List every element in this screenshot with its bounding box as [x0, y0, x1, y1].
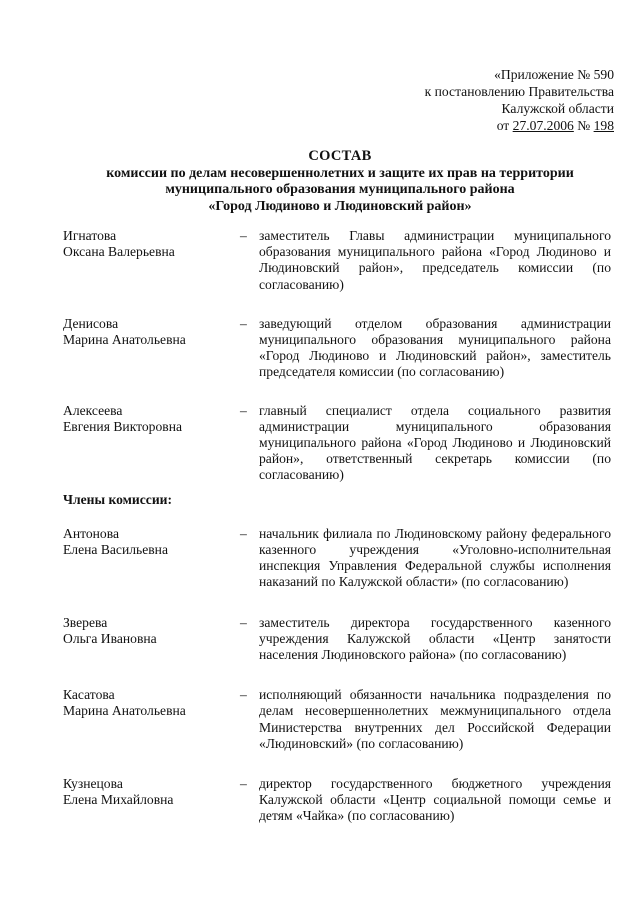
title-line-3: «Город Людиново и Людиновский район» — [208, 198, 472, 214]
list-item — [63, 776, 611, 825]
person-role: заведующий отделом образования администрации муниципального образования муниципального района «Город Людиново и Людиновский район», заместитель председателя комиссии (по согласованию) — [259, 315, 611, 380]
appendix-line-3: Калужской области — [501, 101, 614, 116]
person-surname: Кузнецова — [63, 776, 123, 792]
commission-list — [63, 228, 611, 825]
dash-separator: – — [240, 402, 247, 418]
person-role: заместитель Главы администрации муниципального образования муниципального района «Город Людиново и Людиновский район», председатель комиссии (по согласованию) — [259, 228, 611, 292]
person-name — [63, 776, 235, 825]
person-name — [63, 526, 235, 591]
appendix-date: 27.07.2006 — [512, 118, 574, 133]
person-surname: Алексеева — [63, 402, 123, 418]
appendix-number: 198 — [593, 118, 614, 133]
person-given-names: Оксана Валерьевна — [63, 244, 175, 260]
person-given-names: Евгения Викторовна — [63, 418, 182, 434]
appendix-line-1: «Приложение № 590 — [494, 67, 614, 82]
person-surname: Денисова — [63, 315, 119, 331]
title-line-2: муниципального образования муниципального района — [165, 182, 515, 197]
title-heading: СОСТАВ — [308, 148, 372, 164]
list-item — [63, 687, 611, 752]
person-name — [63, 687, 235, 752]
appendix-line-4 — [425, 117, 614, 134]
person-name — [63, 403, 235, 484]
person-surname: Игнатова — [63, 228, 117, 243]
list-item — [63, 403, 611, 484]
dash-separator: – — [240, 525, 247, 541]
person-surname: Антонова — [63, 525, 119, 541]
appendix-date-prefix: от — [496, 118, 513, 133]
person-name — [63, 228, 235, 293]
dash-separator: – — [240, 776, 247, 792]
person-role: главный специалист отдела социального развития администрации муниципального образования муниципального района «Город Людиново и Людиновский район», ответственный секретарь комиссии (по согласованию) — [259, 402, 611, 483]
dash-separator: – — [240, 315, 247, 331]
person-role: начальник филиала по Людиновскому району федерального казенного учреждения «Уголовно-исполнительная инспекция Управления Федеральной службы исполнения наказаний по Калужской области» (по согласованию) — [259, 525, 611, 590]
document-title — [60, 148, 620, 215]
members-heading: Члены комиссии: — [63, 491, 173, 507]
title-line-1: комиссии по делам несовершеннолетних и защите их прав на территории — [106, 165, 574, 181]
appendix-number-sign: № — [573, 118, 594, 133]
list-item — [63, 526, 611, 591]
person-surname: Зверева — [63, 614, 108, 630]
person-surname: Касатова — [63, 687, 115, 703]
list-item — [63, 316, 611, 381]
person-name — [63, 316, 235, 381]
person-role: исполняющий обязанности начальника подразделения по делам несовершеннолетних межмуниципального отдела Министерства внутренних дел Российской Федерации «Людиновский» (по согласованию) — [259, 687, 611, 751]
appendix-block — [425, 66, 614, 134]
dash-separator: – — [240, 228, 247, 243]
person-given-names: Марина Анатольевна — [63, 332, 186, 348]
person-given-names: Марина Анатольевна — [63, 703, 186, 719]
person-role: заместитель директора государственного казенного учреждения Калужской области «Центр занятости населения Людиновского района» (по согласованию) — [259, 614, 611, 663]
list-item — [63, 615, 611, 664]
dash-separator: – — [240, 687, 247, 703]
person-given-names: Елена Васильевна — [63, 542, 168, 558]
person-role: директор государственного бюджетного учреждения Калужской области «Центр социальной помощи семье и детям «Чайка» (по согласованию) — [259, 776, 611, 824]
person-given-names: Ольга Ивановна — [63, 630, 157, 646]
list-item — [63, 228, 611, 293]
person-name — [63, 615, 235, 664]
dash-separator: – — [240, 614, 247, 630]
appendix-line-2: к постановлению Правительства — [424, 84, 614, 99]
person-given-names: Елена Михайловна — [63, 792, 174, 808]
